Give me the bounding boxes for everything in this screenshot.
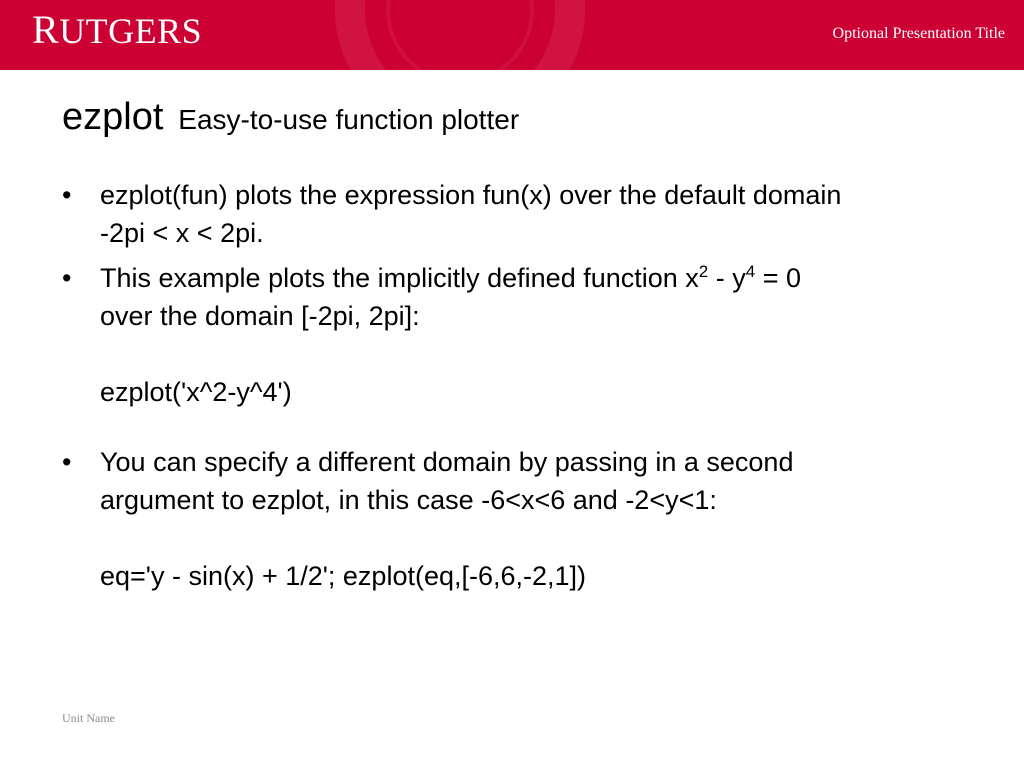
presentation-title: Optional Presentation Title xyxy=(832,25,1005,42)
rutgers-seal-watermark xyxy=(310,0,610,70)
slide-title xyxy=(62,96,519,139)
bullet-item xyxy=(62,259,982,411)
bullet-text: This example plots the implicitly defined function $x^2 - y^4 = 0$ xyxy=(100,262,802,293)
slide-title-subtitle: Easy-to-use function plotter xyxy=(178,104,520,135)
bullet-marker: • xyxy=(62,180,72,210)
slide-title-main: ezplot xyxy=(62,96,164,138)
rutgers-logo: RUTGERS xyxy=(32,7,203,52)
bullet-text: over the domain [-2pi, 2pi]: xyxy=(100,301,420,331)
bullet-list xyxy=(62,176,982,595)
exponent: 2 xyxy=(698,262,709,281)
bullet-text: ezplot(fun) plots the expression fun(x) over the default domain xyxy=(100,180,842,210)
bullet-item xyxy=(62,443,982,595)
header-bar xyxy=(0,0,1024,70)
bullet-text: -2pi < x < 2pi. xyxy=(100,218,264,248)
bullet-text: You can specify a different domain by passing in a second xyxy=(100,447,794,477)
bullet-marker: • xyxy=(62,447,72,477)
bullet-item xyxy=(62,176,982,252)
code-example: ezplot('x^2-y^4') xyxy=(100,377,292,407)
exponent: 4 xyxy=(745,262,756,281)
bullet-marker: • xyxy=(62,263,72,293)
footer-unit-name: Unit Name xyxy=(62,711,115,725)
code-example: eq='y - sin(x) + 1/2'; ezplot(eq,[-6,6,-2,1]) xyxy=(100,561,587,591)
bullet-text: argument to ezplot, in this case -6<x<6 and -2<y<1: xyxy=(100,485,717,515)
